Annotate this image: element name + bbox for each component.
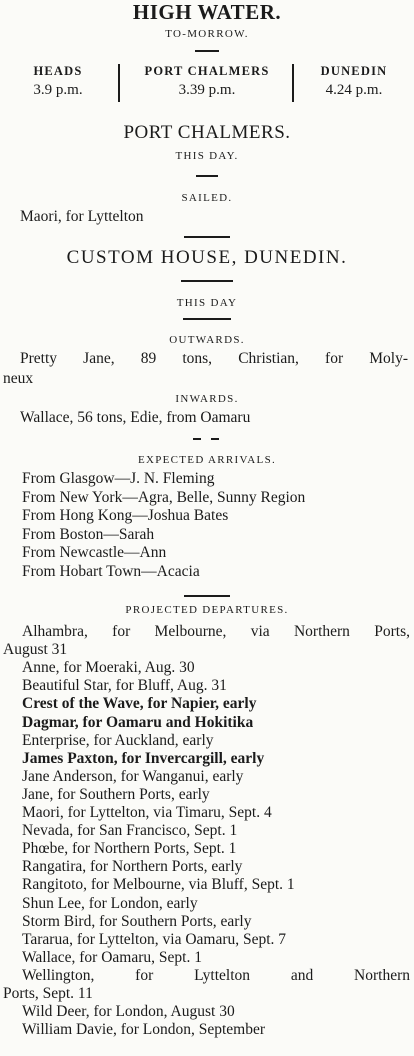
departure-entry: Tararua, for Lyttelton, via Oamaru, Sept. 7 (22, 930, 287, 948)
high-water-title: HIGH WATER. (132, 0, 282, 24)
tide-col-port-chalmers (124, 62, 290, 100)
departure-entry: Ports, Sept. 11 (3, 985, 93, 1002)
projected-departures-heading: PROJECTED DEPARTURES. (125, 604, 289, 616)
divider (183, 318, 231, 320)
outwards-entry-cont: neux (3, 370, 34, 387)
departure-entry: Wellington, for Lyttelton and Northern (22, 966, 410, 984)
column-rule (292, 64, 294, 102)
departure-entry: Maori, for Lyttelton, via Timaru, Sept. 4 (22, 804, 272, 821)
departure-entry: August 31 (3, 641, 68, 659)
port-chalmers-subtitle: THIS DAY. (175, 150, 239, 162)
departure-entry: Wild Deer, for London, August 30 (22, 1003, 235, 1021)
expected-arrivals-heading: EXPECTED ARRIVALS. (137, 454, 277, 466)
tide-location: DUNEDIN (320, 64, 388, 78)
departure-entry: Wallace, for Oamaru, Sept. 1 (22, 948, 202, 966)
dash-mark (211, 438, 219, 440)
arrival-entry: From Boston—Sarah (22, 525, 155, 543)
inwards-heading: INWARDS. (175, 393, 239, 405)
dash-mark (193, 438, 201, 440)
custom-house-subtitle: THIS DAY (176, 297, 238, 309)
divider (196, 175, 218, 177)
departure-entry: Nevada, for San Francisco, Sept. 1 (22, 822, 238, 840)
tide-table (0, 62, 414, 106)
arrival-entry: From Glasgow—J. N. Fleming (22, 470, 215, 487)
tide-location: PORT CHALMERS (144, 64, 270, 78)
tide-time: 4.24 p.m. (325, 82, 383, 98)
departure-entry: Enterprise, for Auckland, early (22, 731, 214, 749)
divider (184, 595, 230, 597)
departure-entry: William Davie, for London, September (22, 1021, 266, 1039)
arrival-entry: From Hobart Town—Acacia (22, 563, 200, 580)
custom-house-title: CUSTOM HOUSE, DUNEDIN. (66, 247, 348, 268)
departure-entry: Alhambra, for Melbourne, via Northern Ports, (22, 623, 410, 640)
outwards-entry: Pretty Jane, 89 tons, Christian, for Moly- (20, 350, 408, 367)
departure-entry: James Paxton, for Invercargill, early (22, 749, 265, 767)
departure-entry: Phœbe, for Northern Ports, Sept. 1 (22, 840, 237, 858)
column-rule (118, 64, 120, 102)
arrival-entry: From Hong Kong—Joshua Bates (22, 507, 229, 525)
tide-location: HEADS (33, 64, 83, 78)
tide-time: 3.39 p.m. (178, 82, 236, 98)
departure-entry: Storm Bird, for Southern Ports, early (22, 912, 252, 930)
divider (195, 50, 219, 52)
departure-entry: Shun Lee, for London, early (22, 894, 198, 912)
arrival-entry: From New York—Agra, Belle, Sunny Region (22, 488, 306, 506)
departure-entry: Crest of the Wave, for Napier, early (22, 695, 257, 713)
arrival-entry: From Newcastle—Ann (22, 544, 167, 562)
divider (181, 280, 233, 282)
departure-entry: Beautiful Star, for Bluff, Aug. 31 (22, 677, 227, 695)
inwards-entry: Wallace, 56 tons, Edie, from Oamaru (20, 409, 251, 426)
departure-entry: Jane, for Southern Ports, early (22, 785, 210, 803)
tide-time: 3.9 p.m. (33, 82, 83, 98)
outwards-heading: OUTWARDS. (169, 334, 245, 346)
sailed-heading: SAILED. (181, 192, 233, 204)
departure-entry: Rangitoto, for Melbourne, via Bluff, Sept. 1 (22, 876, 295, 894)
tide-col-heads (18, 62, 98, 100)
high-water-subtitle: TO-MORROW. (165, 28, 249, 40)
tide-col-dunedin (304, 62, 404, 100)
departure-entry: Anne, for Moeraki, Aug. 30 (22, 659, 195, 677)
port-chalmers-title: PORT CHALMERS. (123, 122, 291, 143)
departure-entry: Dagmar, for Oamaru and Hokitika (22, 713, 254, 731)
departure-entry: Jane Anderson, for Wanganui, early (22, 767, 244, 785)
sailed-entry: Maori, for Lyttelton (20, 208, 144, 225)
divider (184, 236, 230, 238)
departure-entry: Rangatira, for Northern Ports, early (22, 858, 243, 876)
